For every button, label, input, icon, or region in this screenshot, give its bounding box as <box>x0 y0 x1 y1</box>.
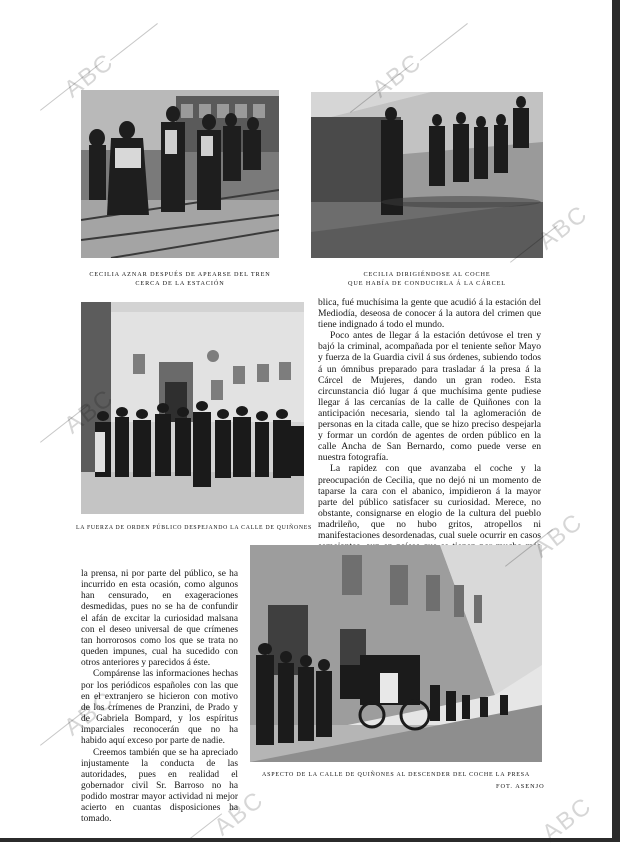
article-right-paragraph: La rapidez con que avanzaba el coche y la preocupación de Cecilia, que no dejó ni un momento de taparse la cara con el abanico, impidieron á la mayor parte del público satisfacer su curiosidad. Merece, no obstante, consignarse en elogio de la cultura del pueblo madrileño, que no hubo gritos, atropellos ni manifestaciones desordenadas, cual suele ocurrir en casos <box>318 463 541 541</box>
watermark-abc: ABC <box>59 685 120 742</box>
watermark-abc: ABC <box>367 47 428 104</box>
article-left-paragraph: Compárense las informaciones hechas por los periódicos españoles con las que en el extranjero se hicieron con motivo de los crímenes de Pranzini, de Prado y de Gabriela Bompard, y los espíritus imparciales reconocerán que no ha habido aquí exceso por parte de nadie. <box>81 669 238 747</box>
photo-police-clearing <box>81 302 304 514</box>
caption-top-right-line2: QUE HABÍA DE CONDUCIRLA Á LA CÁRCEL <box>347 280 506 287</box>
caption-middle-left: LA FUERZA DE ORDEN PÚBLICO DESPEJANDO LA CALLE DE QUIÑONES <box>76 525 312 531</box>
photo-street-building-scene <box>81 302 304 514</box>
article-right-paragraph: blica, fué muchísima la gente que acudió á la estación del Mediodía, deseosa de conocer á la autora del crimen que tiene indignado á todo el mundo. <box>318 297 541 331</box>
watermark-stripe <box>420 23 468 61</box>
caption-top-left-line1: CECILIA AZNAR DESPUÉS DE APEARSE DEL TREN <box>89 271 271 278</box>
caption-top-left <box>81 270 279 288</box>
article-left-column <box>81 569 238 826</box>
caption-top-right-line1: CECILIA DIRIGIÉNDOSE AL COCHE <box>363 271 491 278</box>
watermark-abc: ABC <box>59 47 120 104</box>
article-left-paragraph: Creemos también que se ha apreciado injustamente la conducta de las autoridades, pues en realidad el gobernador civil Sr. Barroso no ha podido mostrar mayor actividad ni mejor acierto en cuantas disposiciones ha tomado. <box>81 747 238 825</box>
article-left-paragraph: la prensa, ni por parte del público, se ha incurrido en esta ocasión, como algunos han censurado, en exageraciones desmedidas, pues no se ha de confundir el afán de excitar la curiosidad malsana con el deseo universal de que crímenes tan horrorosos como los que se trata no queden impunes, cual ha sucedido con otros anteriores y parecidos á éste. <box>81 569 238 669</box>
photo-train-scene <box>81 90 279 258</box>
watermark-abc: ABC <box>209 785 270 842</box>
article-right-paragraph: Poco antes de llegar á la estación detúvose el tren y bajó la criminal, acompañada por el teniente señor Mayo y fuerza de la Guardia civil á sus órdenes, subiendo todos á un ómnibus preparado para trasladar á la presa á la Cárcel de Mujeres, dando un gran rodeo. Esta circunstancia dió lugar á que muchísima gente pudiese llegar á las cercanías de la calle de Quiñones con la anticipación necesaria, siendo tal la aglomeración de personas en la citada calle, que se hizo preciso despejarla y formar un cordón de agentes de orden público en la calle Ancha de San Bernardo, como puede verse en nuestra fotografía. <box>318 330 541 464</box>
article-right-column <box>318 297 541 574</box>
page-edge-bottom <box>0 838 620 842</box>
watermark-abc: ABC <box>528 507 589 564</box>
caption-bottom-right: ASPECTO DE LA CALLE DE QUIÑONES AL DESCENDER DEL COCHE LA PRESA <box>261 772 531 778</box>
page-edge-right <box>612 0 620 842</box>
photo-street-coach-scene <box>250 545 542 762</box>
watermark-stripe <box>110 23 158 61</box>
photo-calle-quinones <box>250 545 542 762</box>
photo-credit: FOT. ASENJO <box>496 783 545 790</box>
watermark-abc: ABC <box>537 791 598 848</box>
watermark-abc: ABC <box>533 199 594 256</box>
photo-cecilia-to-coach <box>311 92 543 258</box>
caption-top-left-line2: CERCA DE LA ESTACIÓN <box>135 280 225 287</box>
caption-top-right <box>311 270 543 288</box>
photo-procession-scene <box>311 92 543 258</box>
photo-cecilia-train <box>81 90 279 258</box>
